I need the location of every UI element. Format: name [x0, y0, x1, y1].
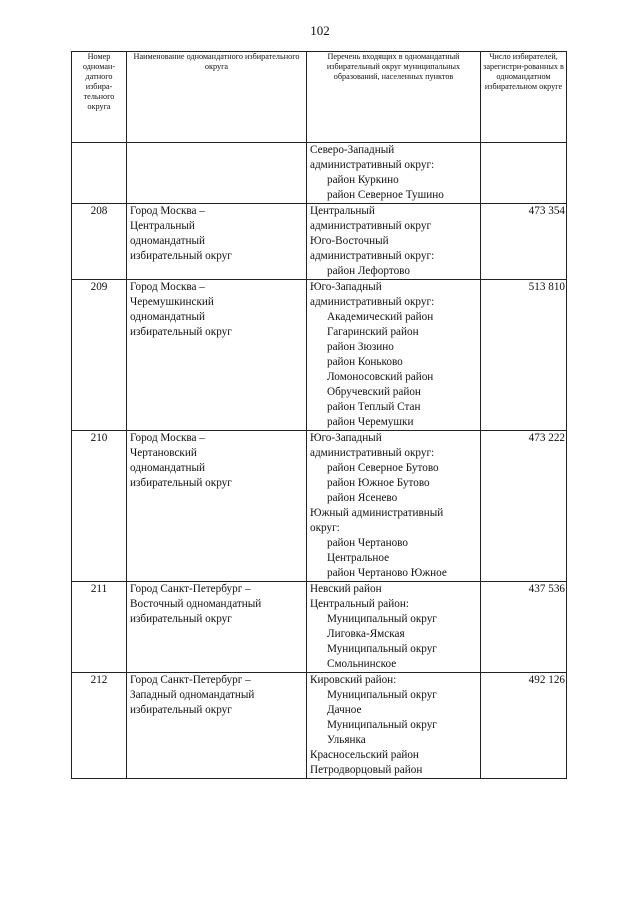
list-line: район Южное Бутово: [327, 477, 430, 489]
district-name-cell: [127, 673, 307, 779]
district-number: 208: [72, 204, 127, 280]
district-name-line: Город Москва –: [130, 281, 205, 293]
district-list-cell: [307, 431, 481, 582]
list-line: Академический район: [327, 311, 434, 323]
districts-table: [71, 51, 567, 779]
list-line: район Северное Тушино: [327, 189, 444, 201]
district-name-line: одномандатный: [130, 462, 206, 474]
list-line: район Чертаново Южное: [327, 567, 447, 579]
header-voters: Число избирателей, зарегистри-рованных в одномандатном избирательном округе: [481, 52, 567, 143]
list-line: Юго-Западный: [310, 281, 382, 293]
district-name-line: Черемушкинский: [130, 296, 214, 308]
list-line: Муниципальный округ: [327, 643, 437, 655]
table-body: [72, 143, 567, 779]
list-line: район Черемушки: [327, 416, 414, 428]
list-line: Дачное: [327, 704, 362, 716]
district-name-line: Город Москва –: [130, 205, 205, 217]
list-line: Муниципальный округ: [327, 689, 437, 701]
list-line: Центральный: [310, 205, 375, 217]
table-row: [72, 673, 567, 779]
district-name-cell: [127, 204, 307, 280]
voters-count: 437 536: [481, 582, 567, 673]
page-number: 102: [310, 23, 330, 38]
district-name-line: Город Санкт-Петербург –: [130, 674, 251, 686]
continuation-voters-cell: [481, 143, 567, 204]
district-list-cell: [307, 673, 481, 779]
list-line: Центральный район:: [310, 598, 409, 610]
district-name-cell: [127, 431, 307, 582]
list-line: Юго-Восточный: [310, 235, 389, 247]
list-line: административный округ:: [310, 447, 435, 459]
list-line: район Теплый Стан: [327, 401, 421, 413]
table-row: [72, 204, 567, 280]
district-list-cell: [307, 582, 481, 673]
list-line: Ульянка: [327, 734, 366, 746]
district-name-line: избирательный округ: [130, 250, 232, 262]
header-number: Номер одноман-датного избира-тельного округа: [72, 52, 127, 143]
header-list: Перечень входящих в одномандатный избирательный округ муниципальных образований, населенных пунктов: [307, 52, 481, 143]
continuation-name-cell: [127, 143, 307, 204]
district-name-line: избирательный округ: [130, 613, 232, 625]
district-number: 212: [72, 673, 127, 779]
list-line: район Чертаново: [327, 537, 408, 549]
list-line: Кировский район:: [310, 674, 397, 686]
list-line: Петродворцовый район: [310, 764, 423, 776]
list-line: Гагаринский район: [327, 326, 419, 338]
district-name-line: Центральный: [130, 220, 195, 232]
district-number: 210: [72, 431, 127, 582]
continuation-row: [72, 143, 567, 204]
list-line: Лиговка-Ямская: [327, 628, 405, 640]
district-number: 211: [72, 582, 127, 673]
district-name-line: одномандатный: [130, 311, 206, 323]
list-line: Юго-Западный: [310, 432, 382, 444]
list-line: административный округ:: [310, 296, 435, 308]
list-line: Невский район: [310, 583, 382, 595]
list-line: округ:: [310, 522, 340, 534]
district-name-line: Чертановский: [130, 447, 197, 459]
list-line: Южный административный: [310, 507, 444, 519]
table-header-row: [72, 52, 567, 143]
voters-count: 513 810: [481, 280, 567, 431]
table-row: [72, 582, 567, 673]
list-line: административный округ: [310, 220, 432, 232]
list-line: район Коньково: [327, 356, 403, 368]
district-name-line: Восточный одномандатный: [130, 598, 262, 610]
list-line: район Лефортово: [327, 265, 410, 277]
list-line: Муниципальный округ: [327, 719, 437, 731]
list-line: Смольнинское: [327, 658, 397, 670]
district-number: 209: [72, 280, 127, 431]
list-line: Северо-Западный: [310, 144, 395, 156]
list-line: район Куркино: [327, 174, 399, 186]
voters-count: 473 222: [481, 431, 567, 582]
continuation-number-cell: [72, 143, 127, 204]
list-line: район Зюзино: [327, 341, 394, 353]
voters-count: 492 126: [481, 673, 567, 779]
district-list-cell: [307, 204, 481, 280]
table-row: [72, 280, 567, 431]
district-name-line: одномандатный: [130, 235, 206, 247]
list-line: Красносельский район: [310, 749, 419, 761]
district-name-line: избирательный округ: [130, 704, 232, 716]
district-list-cell: [307, 280, 481, 431]
list-line: район Ясенево: [327, 492, 398, 504]
list-line: район Северное Бутово: [327, 462, 439, 474]
district-name-line: избирательный округ: [130, 326, 232, 338]
list-line: Муниципальный округ: [327, 613, 437, 625]
list-line: Ломоносовский район: [327, 371, 434, 383]
table-row: [72, 431, 567, 582]
continuation-list-cell: [307, 143, 481, 204]
header-name: Наименование одномандатного избирательного округа: [127, 52, 307, 143]
voters-count: 473 354: [481, 204, 567, 280]
district-name-cell: [127, 582, 307, 673]
list-line: административный округ:: [310, 250, 435, 262]
district-name-line: Город Санкт-Петербург –: [130, 583, 251, 595]
list-line: Центральное: [327, 552, 390, 564]
district-name-line: Западный одномандатный: [130, 689, 255, 701]
district-name-line: избирательный округ: [130, 477, 232, 489]
district-name-cell: [127, 280, 307, 431]
list-line: Обручевский район: [327, 386, 421, 398]
list-line: административный округ:: [310, 159, 435, 171]
district-name-line: Город Москва –: [130, 432, 205, 444]
